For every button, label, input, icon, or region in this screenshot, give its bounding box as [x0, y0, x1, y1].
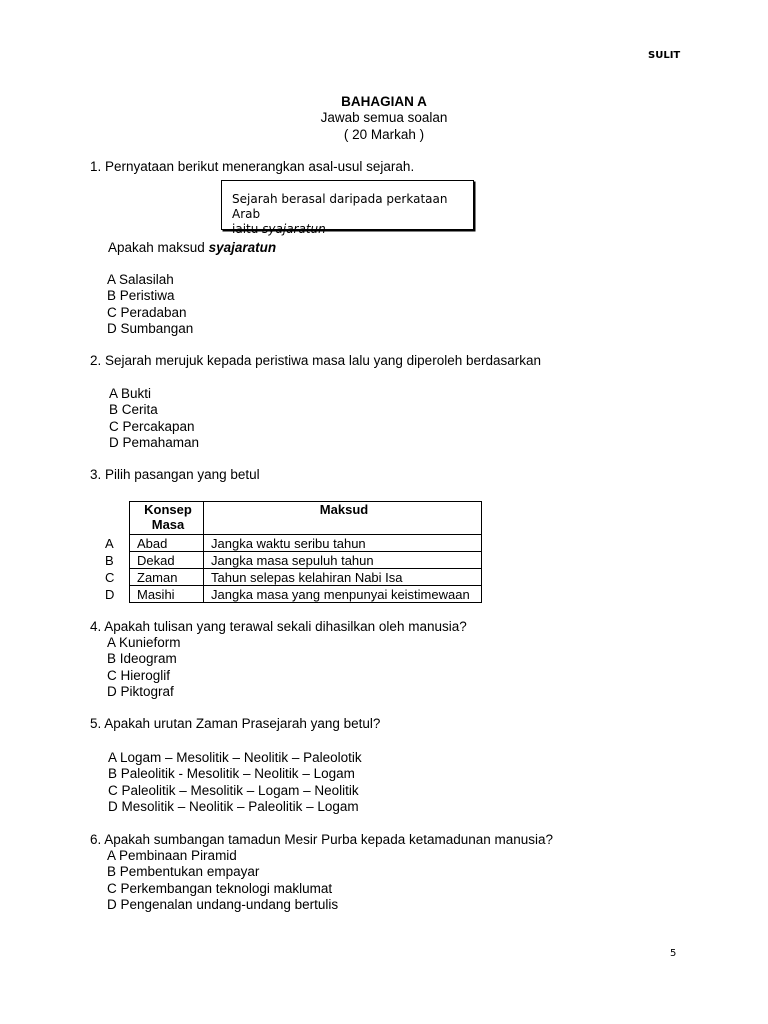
- q4-option-d[interactable]: D Piktograf: [107, 683, 174, 699]
- table-row: [130, 586, 482, 603]
- q6-option-d[interactable]: D Pengenalan undang-undang bertulis: [107, 896, 339, 912]
- q1-option-b[interactable]: B Peristiwa: [107, 288, 175, 304]
- q2-option-d[interactable]: D Pemahaman: [109, 434, 200, 450]
- q3-header-konsep: Konsep Masa: [130, 502, 204, 535]
- q2-option-b[interactable]: B Cerita: [109, 402, 158, 418]
- q1-question-term: syajaratun: [208, 240, 277, 255]
- q1-question-prefix: Apakah maksud: [108, 240, 209, 255]
- q4-option-b[interactable]: B Ideogram: [107, 651, 177, 667]
- q3-row-letter-c[interactable]: C: [105, 570, 115, 585]
- q3-row-letter-a[interactable]: A: [105, 536, 114, 551]
- q3-cell-maksud: Jangka masa sepuluh tahun: [204, 552, 482, 569]
- q5-option-d[interactable]: D Mesolitik – Neolitik – Paleolitik – Logam: [108, 798, 359, 814]
- q1-option-a[interactable]: A Salasilah: [107, 272, 174, 287]
- q1-box-term: syajaratun: [262, 222, 326, 236]
- q1-box-line2-prefix: iaitu: [232, 222, 263, 236]
- q3-header-maksud: Maksud: [204, 502, 482, 535]
- q3-stem: 3. Pilih pasangan yang betul: [90, 467, 260, 482]
- q3-cell-konsep: Abad: [130, 535, 204, 552]
- q3-cell-konsep: Zaman: [130, 569, 204, 586]
- q2-option-a[interactable]: A Bukti: [109, 386, 152, 401]
- q4-option-c[interactable]: C Hieroglif: [107, 667, 171, 683]
- q1-option-d[interactable]: D Sumbangan: [107, 320, 194, 336]
- q3-table: [129, 501, 482, 603]
- section-title: BAHAGIAN A: [341, 94, 427, 109]
- q6-option-c[interactable]: C Perkembangan teknologi maklumat: [107, 880, 333, 896]
- q5-option-a[interactable]: A Logam – Mesolitik – Neolitik – Paleolotik: [108, 750, 362, 765]
- q5-options: [108, 750, 362, 815]
- q5-stem: 5. Apakah urutan Zaman Prasejarah yang betul?: [90, 716, 381, 731]
- q4-stem: 4. Apakah tulisan yang terawal sekali dihasilkan oleh manusia?: [90, 619, 467, 634]
- q1-statement-box: [221, 180, 474, 236]
- q1-stem: 1. Pernyataan berikut menerangkan asal-usul sejarah.: [90, 159, 415, 174]
- header-label: SULIT: [648, 50, 681, 61]
- page-number: 5: [670, 948, 677, 959]
- q2-option-c[interactable]: C Percakapan: [109, 418, 195, 434]
- q2-options: [109, 386, 199, 451]
- q6-option-b[interactable]: B Pembentukan empayar: [107, 864, 260, 880]
- q1-question: [108, 240, 276, 256]
- q3-cell-konsep: Dekad: [130, 552, 204, 569]
- q4-options: [107, 635, 181, 700]
- q2-stem: 2. Sejarah merujuk kepada peristiwa masa lalu yang diperoleh berdasarkan: [90, 353, 542, 368]
- q5-option-c[interactable]: C Paleolitik – Mesolitik – Logam – Neolitik: [108, 782, 359, 798]
- section-instruction: Jawab semua soalan: [320, 110, 448, 125]
- q3-cell-maksud: Jangka waktu seribu tahun: [204, 535, 482, 552]
- table-row: [130, 569, 482, 586]
- q1-options: [107, 272, 193, 337]
- q5-option-b[interactable]: B Paleolitik - Mesolitik – Neolitik – Logam: [108, 766, 355, 782]
- q3-cell-maksud: Tahun selepas kelahiran Nabi Isa: [204, 569, 482, 586]
- q6-stem: 6. Apakah sumbangan tamadun Mesir Purba kepada ketamadunan manusia?: [90, 832, 554, 847]
- q3-cell-konsep: Masihi: [130, 586, 204, 603]
- q1-box-line1: Sejarah berasal daripada perkataan Arab: [232, 192, 448, 221]
- table-row: [130, 535, 482, 552]
- q6-options: [107, 848, 338, 913]
- q3-cell-maksud: Jangka masa yang menpunyai keistimewaan: [204, 586, 482, 603]
- q3-row-letter-d[interactable]: D: [105, 587, 115, 602]
- q3-row-letters: [105, 535, 114, 603]
- q1-option-c[interactable]: C Peradaban: [107, 304, 187, 320]
- table-row: [130, 552, 482, 569]
- q6-option-a[interactable]: A Pembinaan Piramid: [107, 848, 237, 863]
- section-marks: ( 20 Markah ): [343, 127, 425, 142]
- q4-option-a[interactable]: A Kunieform: [107, 635, 181, 650]
- q3-row-letter-b[interactable]: B: [105, 553, 114, 568]
